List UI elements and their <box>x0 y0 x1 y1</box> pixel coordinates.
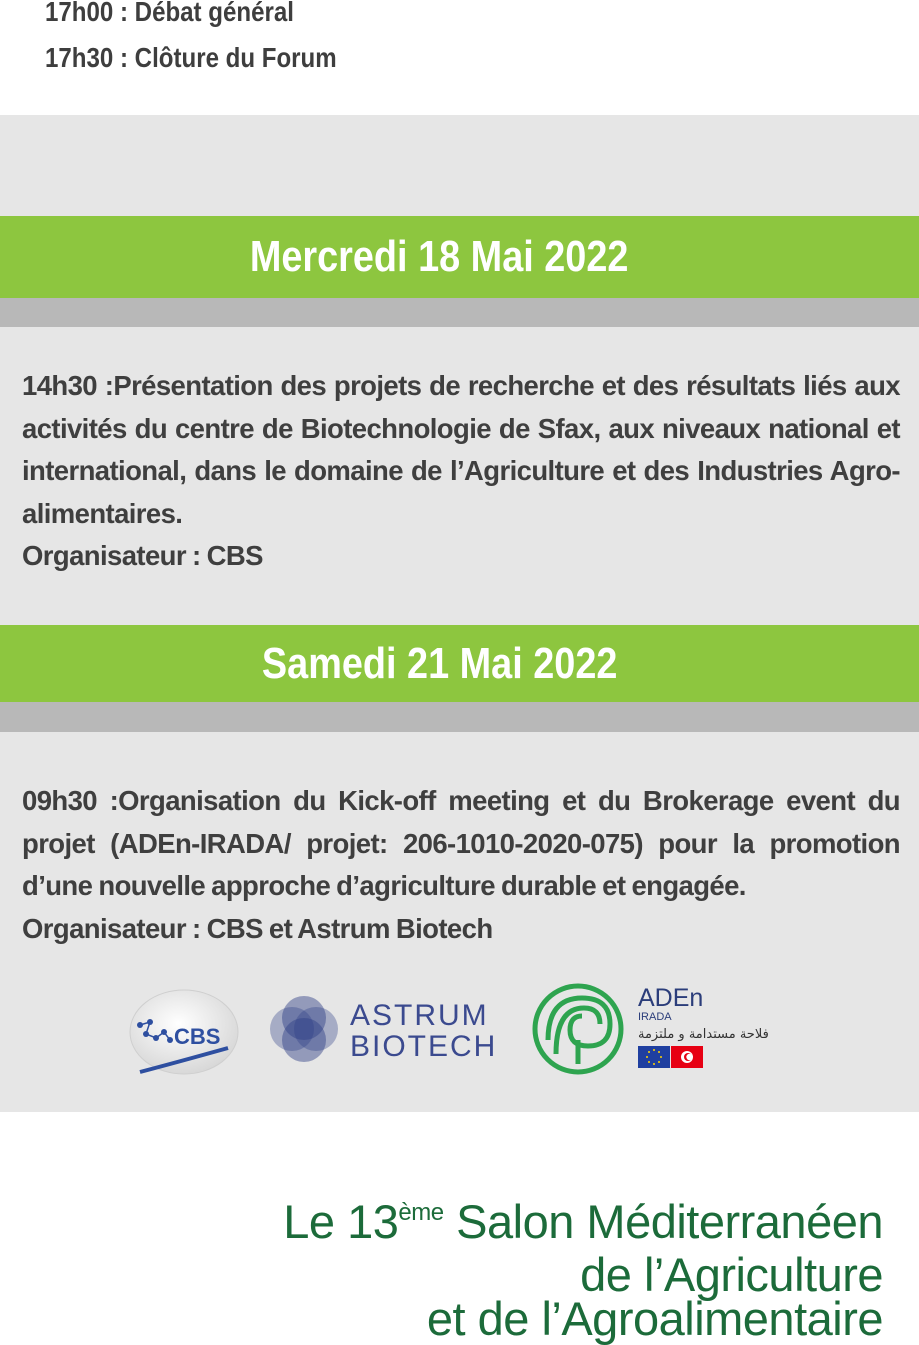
session-samedi <box>22 780 900 950</box>
divider-bar <box>0 298 919 327</box>
partner-logos <box>0 980 919 1090</box>
schedule-item-debat: 17h00 : Débat général <box>45 0 294 27</box>
cbs-logo-text: CBS <box>174 1024 221 1049</box>
salon-title-line1-post: Salon Méditerranéen <box>443 1195 883 1248</box>
day-title: Mercredi 18 Mai 2022 <box>250 232 629 281</box>
aden-irada-logo <box>532 980 802 1080</box>
day-title: Samedi 21 Mai 2022 <box>261 638 618 688</box>
session-organizer: Organisateur : CBS <box>22 540 263 571</box>
day-header-samedi <box>0 625 919 702</box>
arabic-slogan: فلاحة مستدامة و ملتزمة <box>638 1027 769 1042</box>
session-description: 09h30 :Organisation du Kick-off meeting et du Brokerage event du projet (ADEn-IRADA/ projet: 206-1010-2020-075) pour la promotion d’une nouvelle approche d’agriculture durable et engagée. <box>22 785 900 901</box>
astrum-biotech-logo <box>268 992 508 1072</box>
salon-title-sup: ème <box>398 1199 444 1226</box>
schedule-item-cloture: 17h30 : Clôture du Forum <box>45 42 337 73</box>
divider-bar <box>0 702 919 732</box>
irada-text: IRADA <box>638 1011 672 1023</box>
salon-title-line3: et de l’Agroalimentaire <box>426 1292 883 1345</box>
salon-title-line1-pre: Le 13 <box>283 1195 399 1248</box>
session-organizer: Organisateur : CBS et Astrum Biotech <box>22 912 493 944</box>
biotech-text: BIOTECH <box>350 1030 498 1063</box>
session-description: 14h30 :Présentation des projets de recherche et des résultats liés aux activités du centre de Biotechnologie de Sfax, aux niveaux national et international, dans le domaine de l’Agriculture et des Industries Agro-alimentaires. <box>22 370 900 529</box>
cbs-logo <box>128 984 240 1076</box>
astrum-text: ASTRUM <box>350 999 489 1032</box>
salon-title-line2: de l’Agriculture <box>580 1248 883 1301</box>
salon-title <box>283 1195 883 1345</box>
session-mercredi <box>22 365 900 578</box>
aden-text: ADEn <box>638 984 704 1012</box>
day-header-mercredi <box>0 216 919 298</box>
